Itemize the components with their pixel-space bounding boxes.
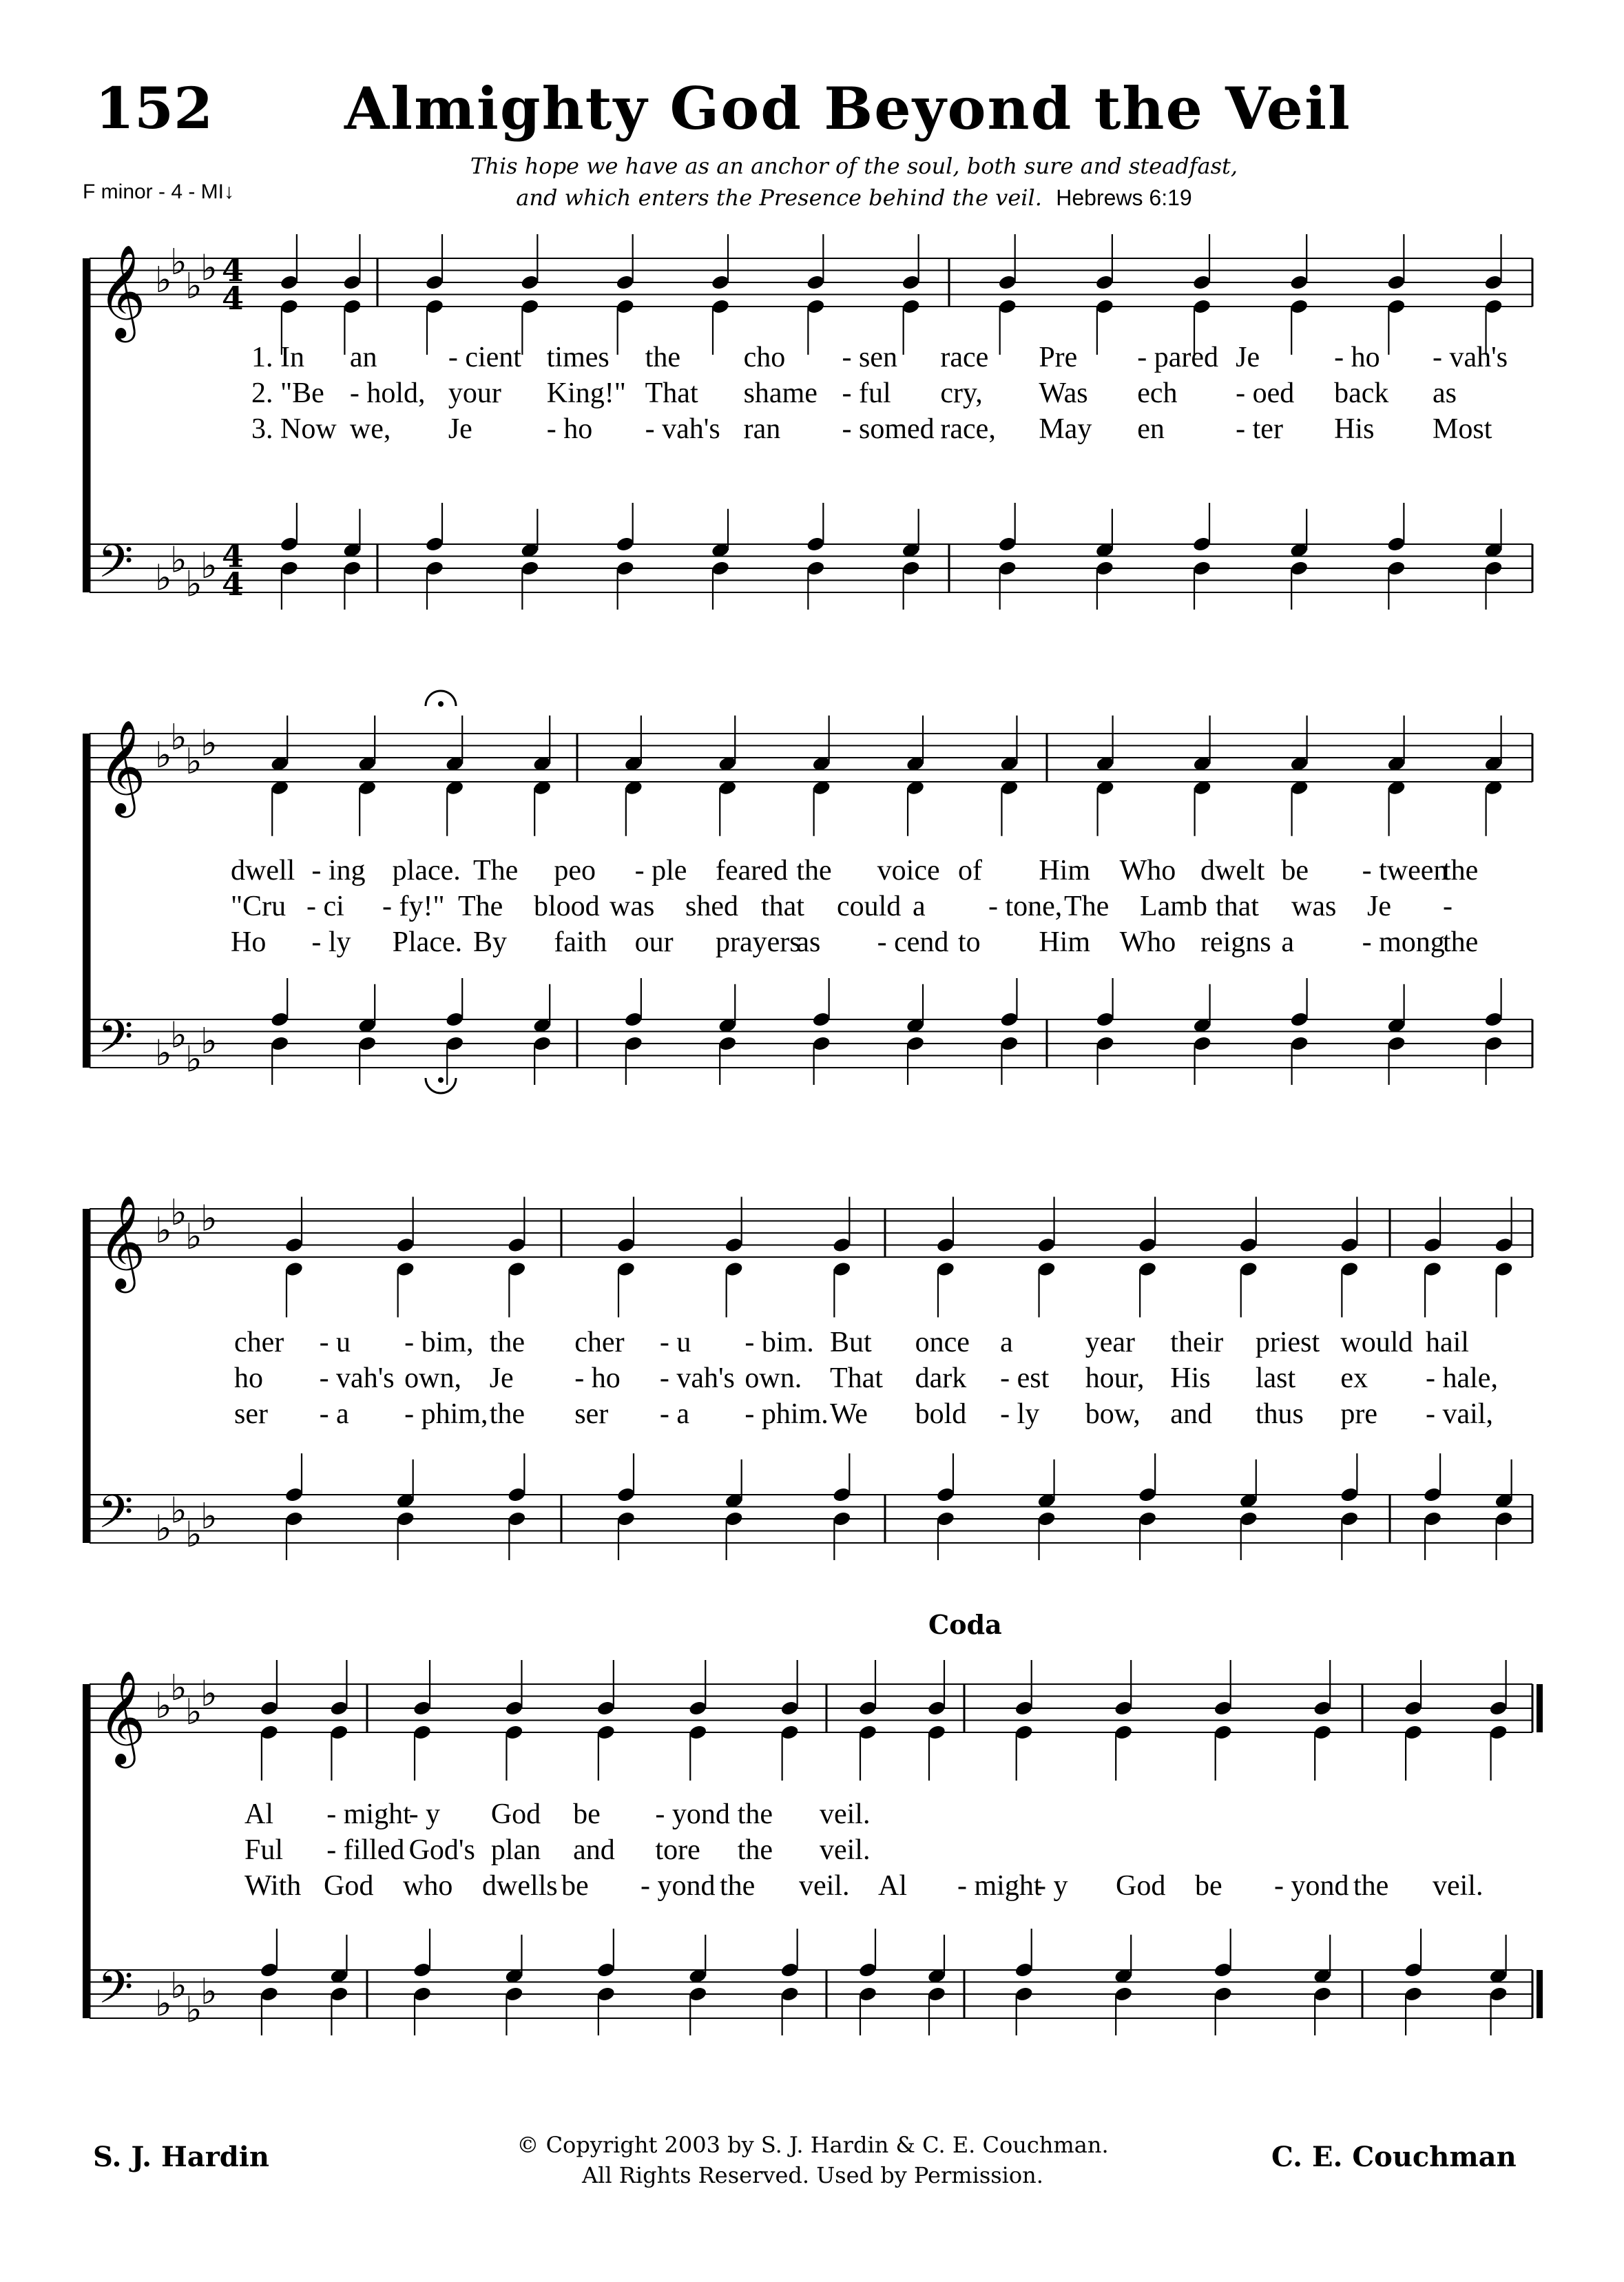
lyric-syllable: the bbox=[737, 1798, 773, 1830]
lyric-syllable: could bbox=[837, 891, 902, 922]
lyric-syllable: Je bbox=[1367, 891, 1391, 922]
hymn-title: Almighty God Beyond the Veil bbox=[344, 74, 1351, 143]
lyric-syllable: bow, bbox=[1085, 1398, 1141, 1430]
lyric-syllable: - phim. bbox=[745, 1398, 829, 1430]
lyric-syllable: 2. "Be bbox=[251, 377, 324, 409]
lyric-syllable: that bbox=[761, 891, 804, 922]
lyric-syllable: The bbox=[473, 855, 519, 886]
lyric-syllable: and bbox=[573, 1834, 615, 1866]
lyric-syllable: The bbox=[1064, 891, 1110, 922]
lyric-syllable: cher bbox=[574, 1327, 625, 1358]
flat-icon: ♭ bbox=[185, 1691, 202, 1733]
flat-icon: ♭ bbox=[170, 1965, 187, 2007]
lyric-syllable: their bbox=[1170, 1327, 1224, 1358]
lyric-syllable: - cient bbox=[448, 342, 521, 373]
lyric-line-verse-3 bbox=[0, 413, 1624, 451]
lyric-syllable: the bbox=[1353, 1870, 1389, 1902]
time-signature-bottom: 4 bbox=[222, 280, 244, 317]
lyric-syllable: shed bbox=[685, 891, 738, 922]
flat-icon: ♭ bbox=[155, 1983, 172, 2025]
lyric-syllable: By bbox=[473, 926, 508, 958]
lyric-syllable: Was bbox=[1039, 377, 1088, 409]
lyric-syllable: - yond bbox=[641, 1870, 716, 1902]
treble-clef-icon: 𝄞 bbox=[98, 718, 146, 813]
bass-clef-icon: 𝄢 bbox=[98, 1960, 134, 2025]
music-author: C. E. Couchman bbox=[1271, 2141, 1517, 2173]
lyric-syllable: year bbox=[1085, 1327, 1135, 1358]
copyright-notice bbox=[482, 2130, 1143, 2190]
lyric-line-verse-3 bbox=[0, 926, 1624, 964]
lyric-line-verse-1 bbox=[0, 1326, 1624, 1365]
lyric-syllable: was bbox=[610, 891, 655, 922]
lyric-syllable: Who bbox=[1119, 926, 1176, 958]
time-signature-top: 4 bbox=[222, 537, 244, 574]
lyric-syllable: shame bbox=[743, 377, 818, 409]
flat-icon: ♭ bbox=[155, 735, 172, 776]
lyric-syllable: Je bbox=[489, 1362, 514, 1394]
scripture-reference: Hebrews 6:19 bbox=[1056, 185, 1192, 210]
flat-icon: ♭ bbox=[200, 1021, 218, 1062]
lyric-syllable: ho bbox=[234, 1362, 263, 1394]
flat-icon: ♭ bbox=[170, 1015, 187, 1057]
lyric-syllable: - ho bbox=[574, 1362, 621, 1394]
lyric-syllable: - y bbox=[408, 1798, 441, 1830]
hymn-number: 152 bbox=[95, 76, 214, 142]
lyric-syllable: a bbox=[913, 891, 926, 922]
lyric-syllable: God's bbox=[408, 1834, 475, 1866]
lyric-syllable: Ful bbox=[244, 1834, 284, 1866]
lyric-syllable: the bbox=[489, 1327, 525, 1358]
lyric-syllable: - u bbox=[319, 1327, 351, 1358]
lyric-syllable: - ful bbox=[842, 377, 891, 409]
lyric-line-verse-2 bbox=[0, 890, 1624, 929]
lyric-syllable: ech bbox=[1137, 377, 1178, 409]
flat-icon: ♭ bbox=[185, 740, 202, 782]
lyric-line-verse-3 bbox=[0, 1869, 1624, 1908]
flat-icon: ♭ bbox=[200, 247, 218, 289]
lyric-syllable: cher bbox=[234, 1327, 284, 1358]
lyric-syllable: - fy!" bbox=[382, 891, 445, 922]
lyric-syllable: God bbox=[1116, 1870, 1166, 1902]
lyric-syllable: cho bbox=[743, 342, 786, 373]
lyric-syllable: own. bbox=[745, 1362, 802, 1394]
lyric-syllable: dwell bbox=[231, 855, 295, 886]
lyric-syllable: as bbox=[796, 926, 821, 958]
lyric-line-verse-1 bbox=[0, 1798, 1624, 1836]
lyric-syllable: - might bbox=[326, 1798, 411, 1830]
lyric-line-verse-2 bbox=[0, 377, 1624, 415]
lyric-syllable: race, bbox=[940, 413, 996, 445]
lyric-syllable: Most bbox=[1433, 413, 1492, 445]
lyric-syllable: - vah's bbox=[659, 1362, 735, 1394]
lyric-syllable: God bbox=[490, 1798, 541, 1830]
flat-icon: ♭ bbox=[170, 1667, 187, 1709]
flat-icon: ♭ bbox=[170, 716, 187, 758]
lyric-syllable: - vah's bbox=[645, 413, 720, 445]
flat-icon: ♭ bbox=[185, 1039, 202, 1081]
lyric-syllable: that bbox=[1216, 891, 1259, 922]
copyright-line-1: © Copyright 2003 by S. J. Hardin & C. E. Couchman. bbox=[517, 2132, 1109, 2158]
lyric-syllable: - ci bbox=[306, 891, 344, 922]
lyric-syllable: - yond bbox=[1274, 1870, 1349, 1902]
flat-icon: ♭ bbox=[200, 1496, 218, 1537]
lyric-syllable: an bbox=[349, 342, 377, 373]
lyric-syllable: The bbox=[458, 891, 503, 922]
lyric-syllable: voice bbox=[877, 855, 940, 886]
lyric-syllable: we, bbox=[349, 413, 391, 445]
lyric-syllable: dwells bbox=[482, 1870, 558, 1902]
lyric-syllable: a bbox=[1000, 1327, 1013, 1358]
bass-clef-icon: 𝄢 bbox=[98, 1485, 134, 1550]
lyric-syllable: Pre bbox=[1039, 342, 1078, 373]
lyric-syllable: be bbox=[1195, 1870, 1222, 1902]
lyric-syllable: Al bbox=[878, 1870, 907, 1902]
flat-icon: ♭ bbox=[185, 563, 202, 605]
lyric-syllable: veil. bbox=[820, 1834, 871, 1866]
key-meter-label: F minor - 4 - MI↓ bbox=[83, 180, 235, 203]
lyric-syllable: peo bbox=[554, 855, 596, 886]
final-barline bbox=[1537, 1684, 1543, 1732]
lyric-line-verse-2 bbox=[0, 1362, 1624, 1400]
bass-clef-icon: 𝄢 bbox=[98, 1010, 134, 1075]
lyric-syllable: thus bbox=[1255, 1398, 1304, 1430]
lyric-syllable: would bbox=[1340, 1327, 1413, 1358]
lyric-syllable: - ly bbox=[311, 926, 351, 958]
lyric-syllable: the bbox=[1443, 855, 1479, 886]
flat-icon: ♭ bbox=[200, 723, 218, 765]
scripture-line-1: This hope we have as an anchor of the soul, both sure and steadfast, bbox=[470, 153, 1238, 179]
lyric-syllable: - ho bbox=[1334, 342, 1380, 373]
lyric-syllable: We bbox=[830, 1398, 868, 1430]
lyric-syllable: - a bbox=[659, 1398, 689, 1430]
lyric-syllable: 3. Now bbox=[251, 413, 337, 445]
lyric-syllable: - oed bbox=[1236, 377, 1295, 409]
lyric-syllable: faith bbox=[554, 926, 607, 958]
lyric-syllable: feared bbox=[716, 855, 788, 886]
lyric-line-verse-1 bbox=[0, 854, 1624, 893]
lyric-syllable: veil. bbox=[799, 1870, 850, 1902]
lyric-syllable: - cend bbox=[877, 926, 949, 958]
flat-icon: ♭ bbox=[200, 1673, 218, 1715]
lyric-syllable: - vah's bbox=[319, 1362, 395, 1394]
lyric-syllable: - y bbox=[1037, 1870, 1068, 1902]
lyric-syllable: your bbox=[448, 377, 501, 409]
lyric-syllable: - a bbox=[319, 1398, 349, 1430]
lyric-syllable: be bbox=[573, 1798, 601, 1830]
lyric-syllable: pre bbox=[1340, 1398, 1378, 1430]
lyric-syllable: was bbox=[1291, 891, 1337, 922]
lyric-syllable: plan bbox=[490, 1834, 541, 1866]
fermata-dot bbox=[438, 701, 444, 707]
lyric-syllable: But bbox=[830, 1327, 872, 1358]
lyric-syllable: the bbox=[489, 1398, 525, 1430]
lyric-syllable: - bim, bbox=[404, 1327, 474, 1358]
lyric-syllable: ex bbox=[1340, 1362, 1368, 1394]
lyric-syllable: reigns bbox=[1200, 926, 1271, 958]
lyric-syllable: May bbox=[1039, 413, 1092, 445]
lyric-syllable: race bbox=[940, 342, 989, 373]
lyric-syllable: times bbox=[546, 342, 610, 373]
scripture-line-2-text: and which enters the Presence behind the veil. bbox=[516, 185, 1042, 211]
lyric-line-verse-2 bbox=[0, 1834, 1624, 1872]
lyric-syllable: King!" bbox=[546, 377, 626, 409]
flat-icon: ♭ bbox=[185, 265, 202, 307]
lyric-syllable: priest bbox=[1255, 1327, 1320, 1358]
lyric-line-verse-3 bbox=[0, 1398, 1624, 1436]
lyric-syllable: be bbox=[561, 1870, 589, 1902]
flat-icon: ♭ bbox=[200, 546, 218, 587]
flat-icon: ♭ bbox=[185, 1216, 202, 1258]
lyric-syllable: hour, bbox=[1085, 1362, 1145, 1394]
lyric-syllable: back bbox=[1334, 377, 1389, 409]
lyric-syllable: God bbox=[324, 1870, 374, 1902]
treble-clef-icon: 𝄞 bbox=[98, 243, 146, 338]
lyric-syllable: the bbox=[796, 855, 832, 886]
flat-icon: ♭ bbox=[155, 557, 172, 599]
lyric-syllable: His bbox=[1334, 413, 1375, 445]
lyric-syllable: once bbox=[915, 1327, 970, 1358]
flat-icon: ♭ bbox=[155, 1033, 172, 1075]
lyric-syllable: - phim, bbox=[404, 1398, 488, 1430]
lyric-syllable: blood bbox=[534, 891, 600, 922]
lyric-syllable: - yond bbox=[655, 1798, 730, 1830]
flat-icon: ♭ bbox=[170, 1490, 187, 1532]
lyric-syllable: - ple bbox=[634, 855, 687, 886]
lyric-syllable: - hold, bbox=[349, 377, 426, 409]
lyric-syllable: - bbox=[1443, 891, 1453, 922]
flat-icon: ♭ bbox=[155, 1508, 172, 1550]
lyric-syllable: - ing bbox=[311, 855, 366, 886]
lyric-syllable: as bbox=[1433, 377, 1457, 409]
lyric-syllable: prayers bbox=[716, 926, 801, 958]
lyric-syllable: Place. bbox=[392, 926, 463, 958]
lyric-syllable: His bbox=[1170, 1362, 1211, 1394]
lyric-syllable: to bbox=[958, 926, 981, 958]
lyric-syllable: veil. bbox=[1433, 1870, 1484, 1902]
lyric-syllable: the bbox=[1443, 926, 1479, 958]
lyric-syllable: - might bbox=[957, 1870, 1042, 1902]
lyric-syllable: - bim. bbox=[745, 1327, 814, 1358]
lyric-syllable: our bbox=[634, 926, 674, 958]
lyric-syllable: - somed bbox=[842, 413, 935, 445]
treble-clef-icon: 𝄞 bbox=[98, 1194, 146, 1289]
flat-icon: ♭ bbox=[170, 241, 187, 283]
flat-icon: ♭ bbox=[185, 1989, 202, 2031]
flat-icon: ♭ bbox=[155, 1685, 172, 1727]
flat-icon: ♭ bbox=[185, 1514, 202, 1556]
lyric-syllable: tore bbox=[655, 1834, 700, 1866]
lyric-syllable: dark bbox=[915, 1362, 967, 1394]
lyric-syllable: - est bbox=[1000, 1362, 1050, 1394]
lyric-syllable: With bbox=[244, 1870, 302, 1902]
lyric-syllable: place. bbox=[392, 855, 461, 886]
lyric-syllable: That bbox=[830, 1362, 883, 1394]
flat-icon: ♭ bbox=[155, 260, 172, 301]
lyric-syllable: - mong bbox=[1362, 926, 1445, 958]
lyric-syllable: and bbox=[1170, 1398, 1212, 1430]
lyric-line-verse-1 bbox=[0, 341, 1624, 380]
lyric-syllable: ran bbox=[743, 413, 781, 445]
flat-icon: ♭ bbox=[155, 1210, 172, 1252]
lyric-syllable: ser bbox=[234, 1398, 268, 1430]
lyric-syllable: - tone, bbox=[988, 891, 1063, 922]
treble-clef-icon: 𝄞 bbox=[98, 1669, 146, 1764]
lyric-syllable: ser bbox=[574, 1398, 609, 1430]
lyric-syllable: the bbox=[645, 342, 680, 373]
lyric-syllable: cry, bbox=[940, 377, 983, 409]
lyric-syllable: Him bbox=[1039, 855, 1090, 886]
lyric-syllable: - hale, bbox=[1426, 1362, 1498, 1394]
lyric-syllable: veil. bbox=[820, 1798, 871, 1830]
lyric-syllable: who bbox=[403, 1870, 453, 1902]
lyric-syllable: Al bbox=[244, 1798, 273, 1830]
lyric-syllable: Lamb bbox=[1140, 891, 1207, 922]
flat-icon: ♭ bbox=[170, 539, 187, 581]
lyric-syllable: - tween bbox=[1362, 855, 1448, 886]
lyric-syllable: That bbox=[645, 377, 698, 409]
lyric-syllable: Who bbox=[1119, 855, 1176, 886]
flat-icon: ♭ bbox=[200, 1971, 218, 2013]
lyric-syllable: Je bbox=[448, 413, 472, 445]
lyric-syllable: the bbox=[720, 1870, 756, 1902]
time-signature-bottom: 4 bbox=[222, 566, 244, 603]
lyric-syllable: Je bbox=[1236, 342, 1260, 373]
lyric-syllable: 1. In bbox=[251, 342, 304, 373]
lyric-syllable: - ho bbox=[546, 413, 593, 445]
flat-icon: ♭ bbox=[200, 1198, 218, 1240]
lyric-syllable: bold bbox=[915, 1398, 967, 1430]
lyric-syllable: - sen bbox=[842, 342, 897, 373]
lyric-syllable: "Cru bbox=[231, 891, 287, 922]
lyric-syllable: hail bbox=[1426, 1327, 1469, 1358]
lyric-syllable: the bbox=[737, 1834, 773, 1866]
lyric-syllable: - pared bbox=[1137, 342, 1219, 373]
time-signature-top: 4 bbox=[222, 251, 244, 289]
copyright-line-2: All Rights Reserved. Used by Permission. bbox=[582, 2162, 1043, 2188]
lyric-syllable: own, bbox=[404, 1362, 461, 1394]
lyric-syllable: Ho bbox=[231, 926, 267, 958]
lyric-syllable: - u bbox=[659, 1327, 691, 1358]
lyric-syllable: - ter bbox=[1236, 413, 1283, 445]
lyric-syllable: last bbox=[1255, 1362, 1296, 1394]
lyric-syllable: - filled bbox=[326, 1834, 405, 1866]
bass-clef-icon: 𝄢 bbox=[98, 535, 134, 599]
lyric-syllable: en bbox=[1137, 413, 1165, 445]
coda-label: Coda bbox=[928, 1609, 1002, 1640]
words-author: S. J. Hardin bbox=[93, 2141, 270, 2173]
lyric-syllable: - vail, bbox=[1426, 1398, 1493, 1430]
flat-icon: ♭ bbox=[170, 1192, 187, 1234]
lyric-syllable: of bbox=[958, 855, 982, 886]
lyric-syllable: dwelt bbox=[1200, 855, 1265, 886]
final-barline bbox=[1537, 1970, 1543, 2018]
lyric-syllable: be bbox=[1281, 855, 1309, 886]
lyric-syllable: - ly bbox=[1000, 1398, 1040, 1430]
lyric-syllable: a bbox=[1281, 926, 1294, 958]
fermata-dot bbox=[438, 1077, 444, 1083]
lyric-syllable: - vah's bbox=[1433, 342, 1508, 373]
lyric-syllable: Him bbox=[1039, 926, 1090, 958]
